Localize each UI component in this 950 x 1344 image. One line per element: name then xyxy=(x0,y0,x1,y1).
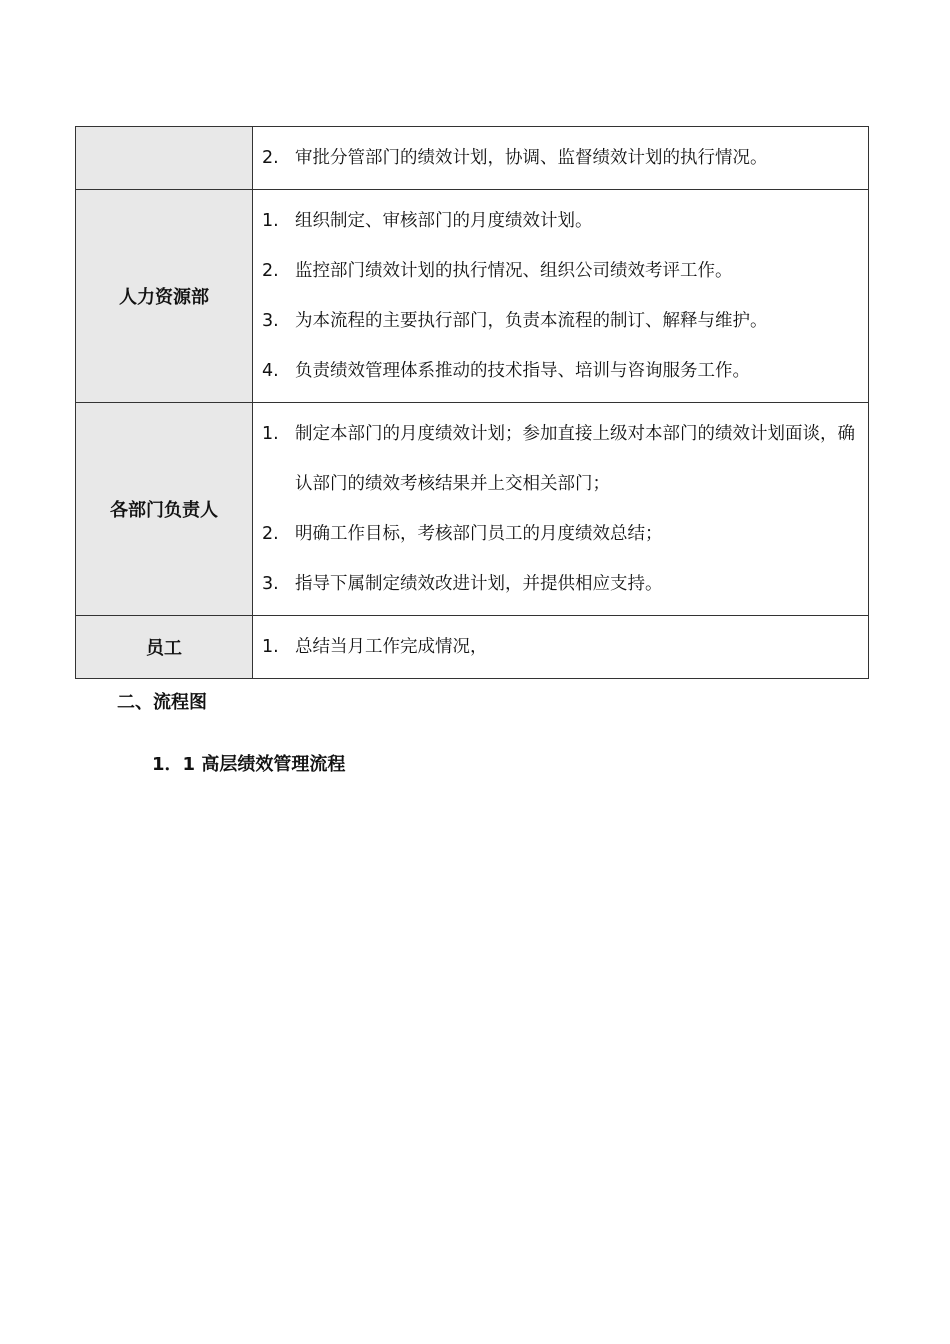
item-text: 组织制定、审核部门的月度绩效计划。 xyxy=(295,211,593,231)
item-number: 2. xyxy=(262,148,279,168)
item-text: 明确工作目标，考核部门员工的月度绩效总结； xyxy=(295,524,663,544)
list-item xyxy=(262,559,858,609)
list-item xyxy=(262,296,858,346)
item-text: 总结当月工作完成情况， xyxy=(295,637,488,657)
list-item xyxy=(262,346,858,396)
item-text: 指导下属制定绩效改进计划，并提供相应支持。 xyxy=(295,574,663,594)
role-cell: 各部门负责人 xyxy=(76,403,253,616)
table-row xyxy=(76,127,869,190)
item-text: 制定本部门的月度绩效计划；参加直接上级对本部门的绩效计划面谈，确认部门的绩效考核结果并上交相关部门； xyxy=(295,424,855,494)
item-text: 负责绩效管理体系推动的技术指导、培训与咨询服务工作。 xyxy=(295,361,750,381)
item-text: 审批分管部门的绩效计划，协调、监督绩效计划的执行情况。 xyxy=(295,148,768,168)
item-number: 4. xyxy=(262,361,279,381)
item-number: 2. xyxy=(262,261,279,281)
responsibility-table xyxy=(75,126,869,679)
table-row xyxy=(76,616,869,679)
item-text: 为本流程的主要执行部门，负责本流程的制订、解释与维护。 xyxy=(295,311,768,331)
list-item xyxy=(262,409,858,509)
item-number: 3. xyxy=(262,311,279,331)
table-row xyxy=(76,403,869,616)
duty-cell xyxy=(253,190,869,403)
role-cell: 员工 xyxy=(76,616,253,679)
duty-list xyxy=(262,196,858,396)
list-item xyxy=(262,196,858,246)
role-cell: 人力资源部 xyxy=(76,190,253,403)
item-number: 2. xyxy=(262,524,279,544)
list-item xyxy=(262,246,858,296)
item-number: 1. xyxy=(262,424,279,444)
section-heading: 二、流程图 xyxy=(117,692,207,713)
role-cell xyxy=(76,127,253,190)
duty-list xyxy=(262,133,858,183)
duty-list xyxy=(262,409,858,609)
subsection-heading: 1．1 高层绩效管理流程 xyxy=(152,754,346,775)
duty-cell xyxy=(253,403,869,616)
list-item xyxy=(262,509,858,559)
list-item xyxy=(262,133,858,183)
duty-cell xyxy=(253,127,869,190)
duty-list xyxy=(262,622,858,672)
item-number: 1. xyxy=(262,211,279,231)
item-text: 监控部门绩效计划的执行情况、组织公司绩效考评工作。 xyxy=(295,261,733,281)
item-number: 3. xyxy=(262,574,279,594)
list-item xyxy=(262,622,858,672)
duty-cell xyxy=(253,616,869,679)
table-row xyxy=(76,190,869,403)
item-number: 1. xyxy=(262,637,279,657)
